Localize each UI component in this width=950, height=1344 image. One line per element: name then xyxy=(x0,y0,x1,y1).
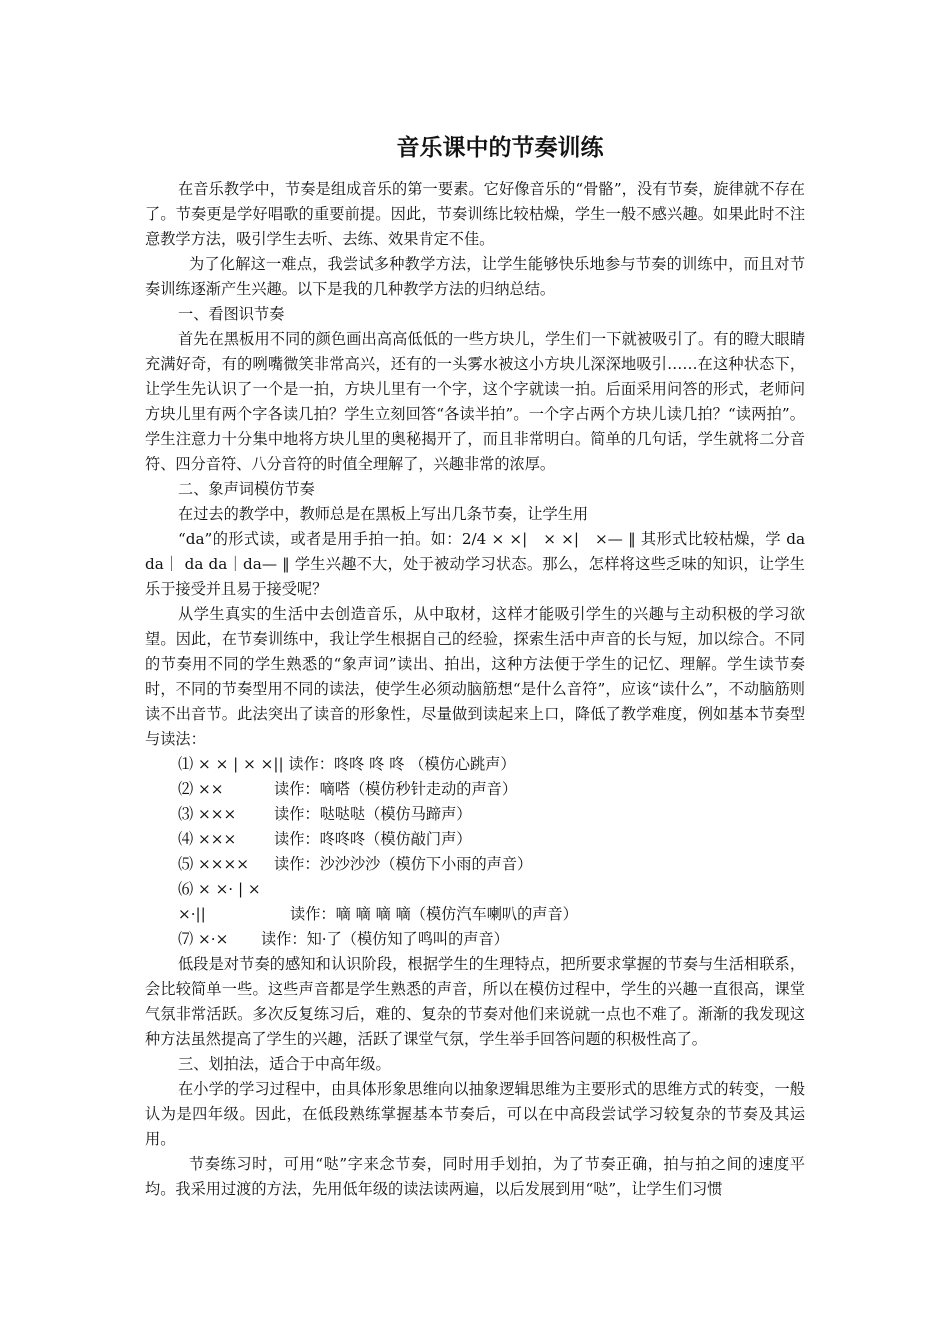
rhythm-item xyxy=(145,752,805,777)
rhythm-item xyxy=(145,827,805,852)
rhythm-item xyxy=(145,877,805,927)
paragraph-intro: 在音乐教学中，节奏是组成音乐的第一要素。它好像音乐的“骨骼”，没有节奏，旋律就不存在了。节奏更是学好唱歌的重要前提。因此，节奏训练比较枯燥，学生一般不感兴趣。如果此时不注意教学方法，吸引学生去听、去练、效果肯定不佳。 xyxy=(145,180,805,248)
paragraph-section-3a: 在小学的学习过程中，由具体形象思维向以抽象逻辑思维为主要形式的思维方式的转变，一般认为是四年级。因此，在低段熟练掌握基本节奏后，可以在中高段尝试学习较复杂的节奏及其运用。 xyxy=(145,1080,805,1148)
paragraph-section-1: 首先在黑板用不同的颜色画出高高低低的一些方块儿，学生们一下就被吸引了。有的瞪大眼睛充满好奇，有的咧嘴微笑非常高兴，还有的一头雾水被这小方块儿深深地吸引……在这种状态下，让学生先认识了一个是一拍，方块儿里有一个字，这个字就读一拍。后面采用问答的形式，老师问方块儿里有两个字各读几拍？学生立刻回答“各读半拍”。一个字占两个方块儿读几拍？“读两拍”。学生注意力十分集中地将方块儿里的奥秘揭开了，而且非常明白。简单的几句话，学生就将二分音符、四分音符、八分音符的时值全理解了，兴趣非常的浓厚。 xyxy=(145,330,805,473)
paragraph-section-2a: 在过去的教学中，教师总是在黑板上写出几条节奏，让学生用 xyxy=(178,505,589,523)
section-heading-2: 二、象声词模仿节奏 xyxy=(178,480,315,498)
rhythm-reading: 读作：咚咚咚（模仿敲门声） xyxy=(274,830,472,848)
document-body xyxy=(145,177,805,1202)
rhythm-pattern: ⑺ ×·× xyxy=(178,930,229,948)
paragraph-section-2b: “da”的形式读，或者是用手拍一拍。如：2/4 × ×| × ×| ×— ‖ 其形式比较枯燥，学 da da｜ da da｜da— ‖ 学生兴趣不大，处于被动学习状态。那么，怎样将这些乏味的知识，让学生乐于接受并且易于接受呢？ xyxy=(145,530,805,598)
paragraph-section-3b: 节奏练习时，可用“哒”字来念节奏，同时用手划拍，为了节奏正确，拍与拍之间的速度平均。我采用过渡的方法，先用低年级的读法读两遍，以后发展到用“哒”，让学生们习惯 xyxy=(145,1155,805,1198)
rhythm-item xyxy=(145,852,805,877)
rhythm-reading: 读作：沙沙沙沙（模仿下小雨的声音） xyxy=(274,855,533,873)
rhythm-reading: 读作：咚咚 咚 咚 （模仿心跳声） xyxy=(288,755,516,773)
rhythm-pattern: ⑹ × ×· | × ×·|| xyxy=(178,880,261,923)
rhythm-reading: 读作：哒哒哒（模仿马蹄声） xyxy=(274,805,472,823)
paragraph-approach: 为了化解这一难点，我尝试多种教学方法，让学生能够快乐地参与节奏的训练中，而且对节奏训练逐渐产生兴趣。以下是我的几种教学方法的归纳总结。 xyxy=(145,255,805,298)
rhythm-pattern: ⑷ ××× xyxy=(178,830,237,848)
paragraph-section-2c: 从学生真实的生活中去创造音乐，从中取材，这样才能吸引学生的兴趣与主动积极的学习欲望。因此，在节奏训练中，我让学生根据自己的经验，探索生活中声音的长与短，加以综合。不同的节奏用不同的学生熟悉的“象声词”读出、拍出，这种方法便于学生的记忆、理解。学生读节奏时，不同的节奏型用不同的读法，使学生必须动脑筋想“是什么音符”，应该“读什么”，不动脑筋则读不出音节。此法突出了读音的形象性，尽量做到读起来上口，降低了教学难度，例如基本节奏型与读法： xyxy=(145,605,805,748)
rhythm-pattern: ⑸ ×××× xyxy=(178,855,249,873)
rhythm-pattern: ⑵ ×× xyxy=(178,780,224,798)
paragraph-section-2d: 低段是对节奏的感知和认识阶段，根据学生的生理特点，把所要求掌握的节奏与生活相联系，会比较简单一些。这些声音都是学生熟悉的声音，所以在模仿过程中，学生的兴趣一直很高，课堂气氛非常活跃。多次反复练习后，难的、复杂的节奏对他们来说就一点也不难了。渐渐的我发现这种方法虽然提高了学生的兴趣，活跃了课堂气氛，学生举手回答问题的积极性高了。 xyxy=(145,955,805,1048)
section-heading-1: 一、看图识节奏 xyxy=(178,305,285,323)
rhythm-item xyxy=(145,802,805,827)
rhythm-reading: 读作：嘀 嘀 嘀 嘀（模仿汽车喇叭的声音） xyxy=(290,905,578,923)
rhythm-pattern: ⑶ ××× xyxy=(178,805,237,823)
rhythm-reading: 读作：嘀嗒（模仿秒针走动的声音） xyxy=(274,780,517,798)
section-heading-3: 三、划拍法，适合于中高年级。 xyxy=(178,1055,391,1073)
rhythm-item xyxy=(145,927,805,952)
rhythm-pattern: ⑴ × × | × ×|| xyxy=(178,755,284,773)
rhythm-item xyxy=(145,777,805,802)
document-title: 音乐课中的节奏训练 xyxy=(396,135,604,161)
rhythm-reading: 读作：知·了（模仿知了鸣叫的声音） xyxy=(261,930,509,948)
